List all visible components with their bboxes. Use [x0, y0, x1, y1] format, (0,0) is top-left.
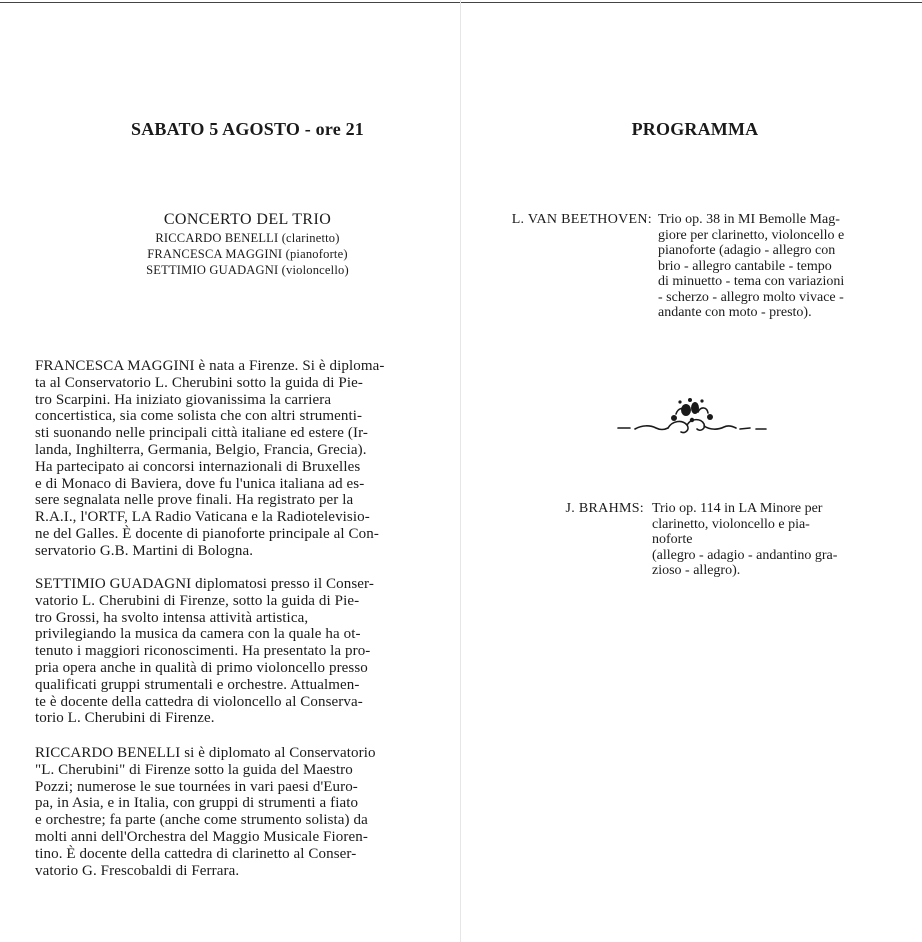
- work-line: brio - allegro cantabile - tempo: [658, 258, 832, 274]
- work-line: - scherzo - allegro molto vivace -: [658, 289, 844, 305]
- bio-line: privilegiando la musica da camera con la quale ha ot-: [35, 626, 361, 643]
- bio-line: FRANCESCA MAGGINI è nata a Firenze. Si è diploma-: [35, 358, 385, 374]
- bio-line: pria opera anche in qualità di primo violoncello presso: [35, 659, 368, 676]
- work-line: giore per clarinetto, violoncello e: [658, 227, 845, 243]
- composer-name: J. BRAHMS:: [565, 501, 644, 516]
- biography-guadagni: [35, 576, 440, 727]
- performer-guadagni: SETTIMIO GUADAGNI (violoncello): [146, 263, 349, 277]
- performer-maggini: FRANCESCA MAGGINI (pianoforte): [147, 247, 348, 261]
- bio-line: e di Monaco di Baviera, dove fu l'unica italiana ad es-: [35, 475, 365, 492]
- concert-title: CONCERTO DEL TRIO: [163, 211, 332, 228]
- biography-benelli: [35, 745, 440, 879]
- work-line: (allegro - adagio - andantino gra-: [652, 547, 838, 563]
- work-line: pianoforte (adagio - allegro con: [658, 243, 836, 258]
- composer-name: L. VAN BEETHOVEN:: [511, 212, 652, 227]
- work-line: clarinetto, violoncello e pia-: [652, 516, 810, 532]
- work-description: [652, 501, 902, 579]
- bio-line: torio L. Cherubini di Firenze.: [35, 710, 215, 727]
- top-rule: [0, 2, 922, 3]
- programme-heading: PROGRAMMA: [631, 119, 759, 139]
- bio-line: pa, in Asia, e in Italia, con gruppi di strumenti a fiato: [35, 795, 359, 812]
- bio-line: ta al Conservatorio L. Cherubini sotto la guida di Pie-: [35, 374, 363, 391]
- bio-line: te è docente della cattedra di violoncello al Conserva-: [35, 693, 363, 710]
- work-line: di minuetto - tema con variazioni: [658, 274, 845, 289]
- bio-line: concertistica, sia come solista che con altri strumenti-: [35, 408, 363, 425]
- work-line: noforte: [652, 532, 693, 547]
- bio-line: R.A.I., l'ORTF, LA Radio Vaticana e la Radiotelevisio-: [35, 509, 370, 526]
- bio-line: Pozzi; numerose le sue tournées in vari paesi d'Euro-: [35, 778, 358, 795]
- floral-ornament-icon: [590, 388, 775, 448]
- bio-line: vatorio G. Frescobaldi di Ferrara.: [35, 862, 240, 879]
- work-line: Trio op. 114 in LA Minore per: [652, 501, 823, 516]
- bio-line: SETTIMIO GUADAGNI diplomatosi presso il Conser-: [35, 576, 374, 592]
- performers-block: [110, 210, 385, 278]
- bio-line: RICCARDO BENELLI si è diplomato al Conservatorio: [35, 745, 376, 761]
- work-description: [658, 212, 908, 321]
- bio-line: tino. È docente della cattedra di clarinetto al Conser-: [35, 845, 357, 862]
- bio-line: sere segnalata nelle prove finali. Ha registrato per la: [35, 492, 354, 509]
- bio-line: qualificati gruppi strumentali e orchestre. Attualmen-: [35, 676, 360, 693]
- date-heading: SABATO 5 AGOSTO - ore 21: [130, 119, 364, 139]
- biography-maggini: [35, 358, 440, 560]
- bio-line: vatorio L. Cherubini di Firenze, sotto la guida di Pie-: [35, 592, 360, 609]
- bio-line: landa, Inghilterra, Germania, Belgio, Francia, Grecia).: [35, 441, 367, 458]
- bio-line: "L. Cherubini" di Firenze sotto la guida del Maestro: [35, 761, 353, 778]
- bio-line: Ha partecipato ai concorsi internazionali di Bruxelles: [35, 458, 361, 475]
- work-line: zioso - allegro).: [652, 563, 741, 578]
- bio-line: tro Scarpini. Ha iniziato giovanissima la carriera: [35, 391, 332, 408]
- performer-benelli: RICCARDO BENELLI (clarinetto): [155, 231, 340, 245]
- bio-line: sti suonando nelle principali città italiane ed estere (Ir-: [35, 425, 368, 442]
- bio-line: tenuto i maggiori riconoscimenti. Ha presentato la pro-: [35, 643, 371, 660]
- bio-line: ne del Galles. È docente di pianoforte principale al Con-: [35, 525, 379, 542]
- bio-line: e orchestre; fa parte (anche come strumento solista) da: [35, 812, 368, 829]
- work-line: andante con moto - presto).: [658, 305, 812, 320]
- bio-line: molti anni dell'Orchestra del Maggio Musicale Fioren-: [35, 828, 368, 845]
- bio-line: servatorio G.B. Martini di Bologna.: [35, 542, 254, 559]
- work-line: Trio op. 38 in MI Bemolle Mag-: [658, 212, 840, 227]
- page-fold: [460, 0, 461, 942]
- bio-line: tro Grossi, ha svolto intensa attività artistica,: [35, 609, 309, 626]
